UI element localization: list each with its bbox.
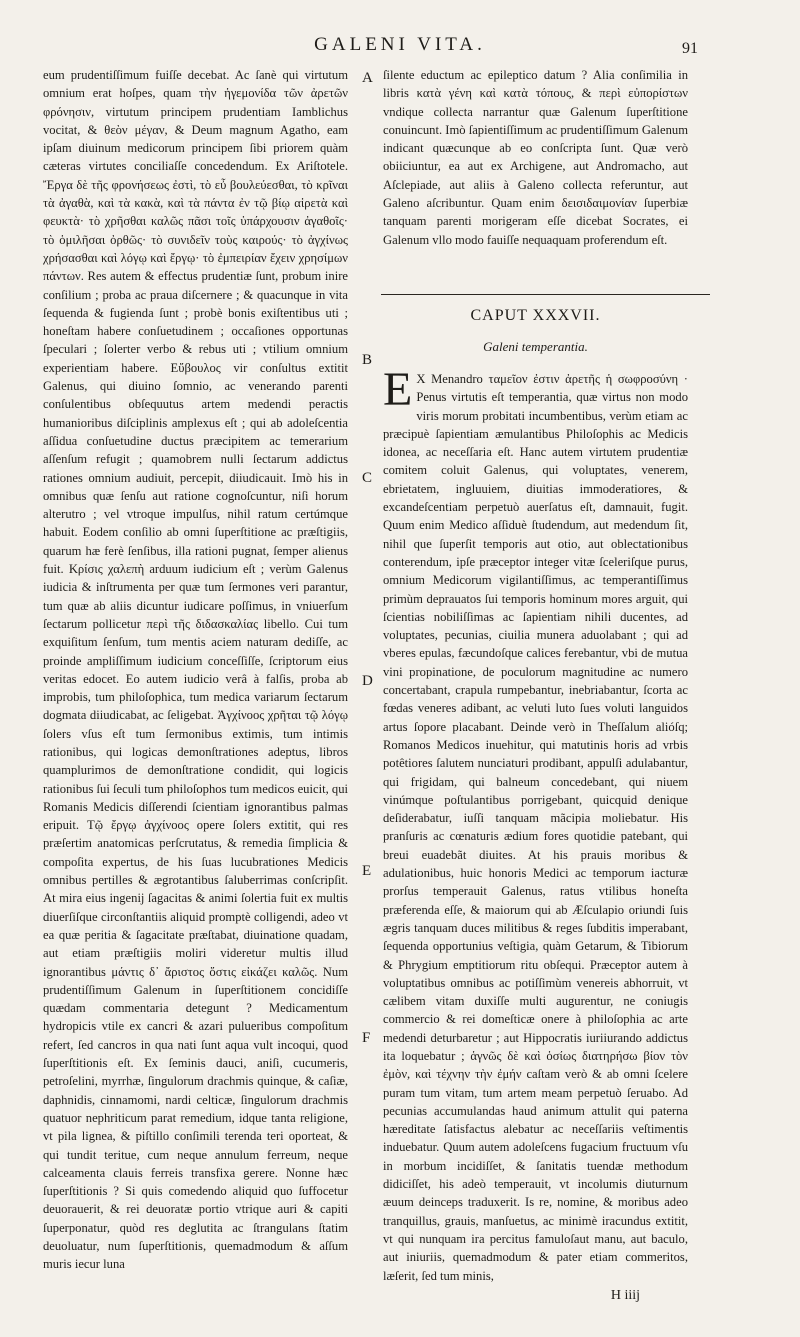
margin-letter-f: F bbox=[362, 1030, 371, 1046]
chapter-divider bbox=[381, 294, 710, 295]
signature-mark: H iiij bbox=[610, 1288, 640, 1303]
margin-letter-b: B bbox=[362, 352, 373, 368]
chapter-subtitle: Galeni temperantia. bbox=[483, 339, 588, 354]
left-column bbox=[43, 66, 348, 1274]
right-column-body bbox=[383, 363, 688, 1285]
margin-letter-e: E bbox=[362, 863, 372, 879]
margin-letter-c: C bbox=[362, 470, 373, 486]
right-column-body-text: X Menandro ταμεῖον ἐστιν ἀρετῆς ἡ σωφροσύνη · Penus virtutis eſt temperantia, quæ virtus non modo viris morum probitati incumbentibus, verùm etiam ac præcipuè ſapientiam æmulantibus Philoſophis ac Medicis idonea, ac neceſſaria eſt. Hanc autem virtutem prudentiæ comitem coluit Galenus, qui voluptates, venerem, ebrietatem, ingluuiem, diuitias immoderatiores, & excandeſcentiam perpetuò auerſatus eſt, damnauit, fugit. Quum enim Medico aſſiduè ſtudendum, aut medendum ſit, nihil que ſuperſit temporis aut otio, aut oblectationibus conterendum, ipſe præceptor integer vitæ ſceleriſque purus, omnium Medicorum vigilantiſſimus, ac temperantiſſimus primùm deprauatos ſui temporis hominum mores arguit, qui ſcientias nobiliſſimas ac ſapientiam nihili ducentes, ad voluptates, pecunias, ciuilia munera aduolabant ; qui ad vberes epulas, fæcundoſque calices ferebantur, vbi de mutua vini propinatione, de poculorum magnitudine ac numero concertabant, crapula rumpebantur, inebriabantur, ſcorta ac fœdas veneres adibant, ac veluti luto ſues voluti languidos artus ſopore placabant. Deinde verò in Theſſalum alióſq; Romanos Medicos inuehitur, qui matutinis horis ad vrbis potêtiores ſalutem nunciaturi prodibant, appulſi adulabantur, qui frigidam, qui balneum concedebant, qui niuem vinúmque poſtulantibus porrigebant, quicquid denique deſiderabatur, iuſſi tanquam mãcipia moliebatur. His pranſuris ac cœnaturis ædium fores quotidie patebant, qui breui euadebãt diuites. At his prauis moribus & adulationibus, huic honoris Medici ac temporum iacturæ prorſus temperauit Galenus, ratus vtilibus honeſta præferenda eſſe, & maiorum qui ab Æſculapio oriundi ſuis ægris tanquam duces militibus & reges ſubditis imperabant, ſequenda opportunius veſtigia, quàm Getarum, & Tibiorum & Phrygium emptitiorum ritu obſequi. Præceptor autem à voluptatibus omnibus ac potiſſimùm venereis abhorruit, vt cælibem vitam duxiſſe multi augurentur, ne coniugis commercio & rei domeſticæ onere à philoſophia ac arte medendi deturbaretur ; aut Hippocratis iuriiurando addictus ita loquebatur ; ἁγνῶς δὲ καὶ ὁσίως διατηρήσω βίον τὸν ἐμὸν, καὶ τέχνην τὴν ἐμήν caſtam verò & ab omni ſcelere puram tum vitam, tum artem meam perpetuò ſeruabo. Ad pecunias accumulandas haud animum attulit qui paterna hæreditate ſatisfactus alebatur ac neceſſariis veſtimentis induebatur. Quum autem adoleſcens fugacium fructuum vſu in morbum incidiſſet, & ſanitatis tuendæ methodum didiciſſet, his adeò temperauit, vt incolumis diuturnum æuum deinceps traduxerit. Is re, nomine, & moribus adeo tranquillus, grauis, manſuetus, ac minimè iracundus extitit, vt qui nunquam ira percitus famuloſaut manu, aut baculo, aut iniuriis, quemadmodum & pater etiam commeritos, læſerit, ſed tum minis, bbox=[383, 372, 688, 1283]
chapter-title: CAPUT XXXVII. bbox=[470, 307, 601, 324]
right-column-intro-text: ſilente eductum ac epileptico datum ? Alia conſimilia in libris κατὰ γένη καὶ κατὰ τόπους, & περὶ εὐπορίστων vndique collecta narrantur quæ Galenum ſuperſtitione conuincunt. Imò ſapientiſſimum ac prudentiſſimum Galenum indicant quæcunque ab eo conſcripta ſunt. Quæ verò obiiciuntur, ea aut ex Archigene, aut Andromacho, aut Aſclepiade, aut aliis à Galeno collecta referuntur, aut Galeno aſcribuntur. Quam enim δεισιδαιμονίαν ſuperbiæ tanquam parenti morigeram eſſe dicebat Socrates, ei Galenum vllo modo fauiſſe nequaquam proferendum eſt. bbox=[383, 68, 688, 247]
right-column-intro bbox=[383, 66, 688, 249]
running-head: GALENI VITA. bbox=[314, 34, 486, 55]
page-number: 91 bbox=[682, 40, 698, 57]
left-column-text: eum prudentiſſimum fuiſſe decebat. Ac ſanè qui virtutum omnium erat hoſpes, quam τὴν ἡγεμονίδα τῶν ἀρετῶν φρόνησιν, virtutum principem prudentiam Iamblichus vocitat, & θεὸν μέγαν, & Deum magnum Agatho, eam ipſam diuinum medicorum principem ſibi priorem quàm cæteras virtutes conciliaſſe concedendum. Ex Ariſtotele. Ἔργα δὲ τῆς φρονήσεως ἐστὶ, τὸ εὖ βουλεύεσθαι, τὸ κρῖναι τὰ ἀγαθὰ, καὶ τὰ κακὰ, καὶ τὰ πάντα ἐν τῷ βίῳ αἱρετὰ καὶ φευκτὰ· τὸ χρῆσθαι καλῶς πᾶσι τοῖς ὑπάρχουσιν ἀγαθοῖς· τὸ ὁμιλῆσαι ὀρθῶς· τὸ συνιδεῖν τοὺς καιρούς· τὸ ἀγχίνως χρήσασθαι καὶ λόγῳ καὶ ἔργῳ· τὸ ἐμπειρίαν ἔχειν χρησίμων πάντων. Res autem & effectus prudentiæ ſunt, probum inire conſilium ; proba ac praua diſcernere ; & quacunque in vita ſequenda & fugienda ſunt ; probè bonis exiſtentibus uti ; honeſtam habere conſuetudinem ; occaſiones opportunas ſpeculari ; ſolerter verbo & rebus uti ; vtilium omnium experientiam habere. Εὔβουλος vir conſultus extitit Galenus, qui diuino ſomnio, ac venerando parenti conſulentibus obſequutus artem medendi peractis humanioribus diſciplinis amplexus eſt ; qui ab adoleſcentia aſſidua conſuetudine ductus præcipitem ac temerarium aſſenſum refugit ; quamobrem nulli ſectarum addictus rationes omnium audiuit, percepit, diiudicauit. Imò his in omnibus quæ ſenſu aut ratione cognoſcuntur, niſi horum alterutro ; vel vtroque impulſus, nihil ratum certúmque habuit. Eodem conſilio ab omni ſuperſtitione ac præſtigiis, quarum hæ ferè ſenſibus, illa rationi pugnat, ſemper alienus fuit. Κρίσις χαλεπὴ arduum iudicium eſt ; verùm Galenus iudicia & inſtrumenta per quæ tum ſermones veri parantur, tum quæ ab aliis dicuntur iudicare poſſimus, in vniuerſum ſectarum pollicetur περὶ τῆς διδασκαλίας libello. Cui tum exquiſitum ſenſum, tum mentis aciem naturam dediſſe, ac proinde ampliſſimum iudicium conceſſiſſe, ſcriptorum eius veritas edocet. Eo autem iudicio verâ à falſis, proba ab improbis, tum philoſophica, tum medica variarum ſectarum dogmata diiudicabat, ac ſeligebat. Ἀγχίνοος χρῆται τῷ λόγῳ ſolers vſus eſt tum ſermonibus extimis, tum intimis rationibus, qui logicas demonſtrationes adeptus, libros quamplurimos de demonſtratione condidit, qui logicis rationibus ſui ſeculi tum philoſophos tum medicos euicit, qui Romanis Medicis diſſerendi ſcientiam ignorantibus palmas eripuit. Τῷ ἔργῳ ἀγχίνοος opere ſolers extitit, qui res præſertim anatomicas perſcrutatus, & remedia ſimplicia & compoſita expertus, de his ſuas lucubrationes Medicis omnibus pertilles & ægrotantibus ſaluberrimas conſcripſit. At mira eius ingenij ſagacitas & animi ſolertia fuit ex multis diuerſiſque circonſtantiis aliquid promptè colligendi, adeo vt ea quæ peritia & ſagacitate præſtabat, diuinatione quadam, aut etiam præſtigiis moliri videretur multis illud ignorantibus μάντις δ᾽ ἄριστος ὅστις εἰκάζει καλῶς. Num prudentiſſimum Galenum in ſuperſtitionem concidiſſe quædam commentaria detegunt ? Medicamentum hydropicis vtile ex cancri & azari pulueribus compoſitum refert, ſed cancros in qua nati ſunt aqua vult incoqui, quod ſuperſtitionis eſt. Ex ſeminis dauci, aniſi, cucumeris, petroſelini, myrrhæ, ſingulorum drachmis quinque, & caſiæ, daphnidis, cinnamomi, nardi celticæ, ſingulorum drachmis quatuor nephriticum parat remedium, idque tanta religione, vt pila lignea, & piſtillo conſimili terenda teri oporteat, & qui tundit teritue, cum neque annulum ferreum, neque calceamenta clauis ferreis transfixa gerere. Nonne hæc ſuperſtitionis ? Si quis comedendo aliquid quo ſuffocetur deuorauerit, & rei deuoratæ portio vtrique auri & capiti ſuperponatur, quòd res deglutita ac ſtrangulans ſtatim deuoluatur, num ſuperſtitionis, quemadmodum & aſſum muris iecur luna bbox=[43, 68, 348, 1272]
drop-cap: E bbox=[383, 363, 413, 416]
margin-letter-d: D bbox=[362, 673, 373, 689]
margin-letter-a: A bbox=[362, 70, 373, 86]
